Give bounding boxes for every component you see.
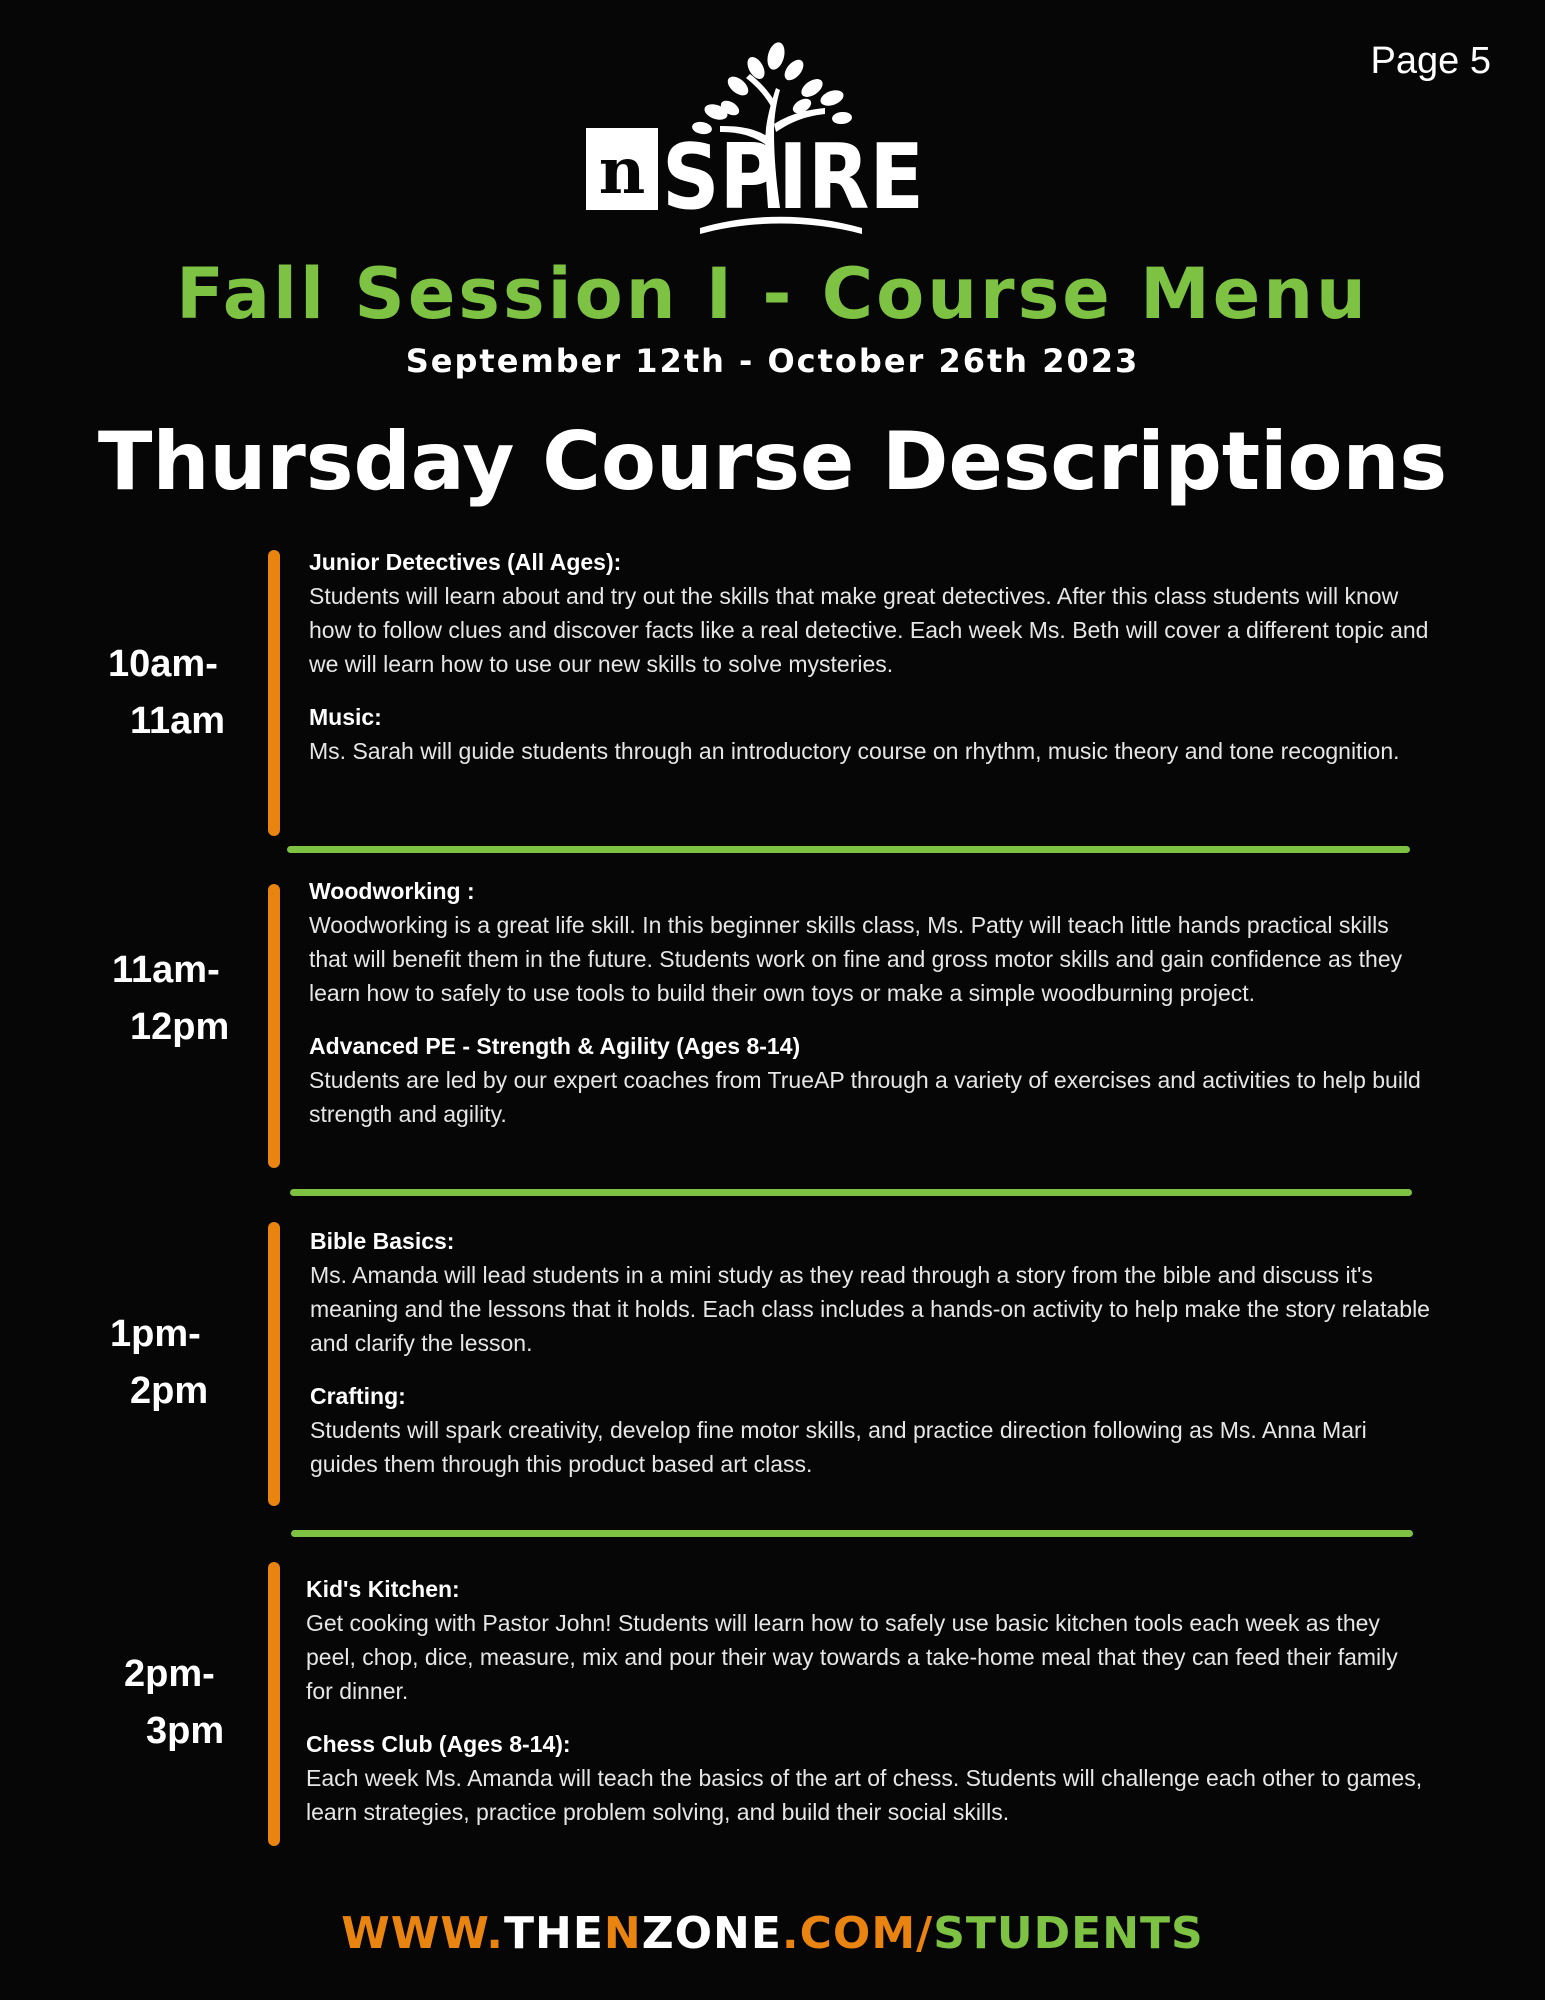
course-list bbox=[309, 875, 1429, 1151]
course-description: Woodworking is a great life skill. In this beginner skills class, Ms. Patty will teach little hands practical skills that will benefit them in the future. Students work on fine and gross motor skills and gain confidence as they learn how to safely to use tools to build their own toys or make a simple woodburning project. bbox=[309, 912, 1403, 1006]
time-label bbox=[80, 1306, 240, 1420]
course-title: Chess Club (Ages 8-14): bbox=[306, 1731, 571, 1757]
course-title: Bible Basics: bbox=[310, 1228, 455, 1254]
course-item bbox=[309, 875, 1429, 1010]
svg-text:n: n bbox=[598, 134, 646, 209]
footer-com: .COM/ bbox=[781, 1908, 934, 1959]
time-label bbox=[80, 1646, 240, 1760]
course-item bbox=[306, 1728, 1426, 1829]
footer-www: WWW. bbox=[341, 1908, 504, 1959]
time-start: 2pm- bbox=[124, 1653, 215, 1695]
time-start: 10am- bbox=[108, 643, 218, 685]
time-bar bbox=[268, 1222, 280, 1506]
footer-the: THE bbox=[503, 1908, 604, 1959]
session-dates: September 12th - October 26th 2023 bbox=[405, 342, 1140, 380]
time-end: 11am bbox=[130, 700, 226, 742]
course-title: Crafting: bbox=[310, 1383, 406, 1409]
course-list bbox=[310, 1225, 1430, 1501]
time-label bbox=[80, 636, 240, 750]
course-title: Music: bbox=[309, 704, 382, 730]
course-title: Junior Detectives (All Ages): bbox=[309, 549, 622, 575]
course-description: Ms. Amanda will lead students in a mini study as they read through a story from the bible and discuss it's meaning and the lessons that it holds. Each class includes a hands-on activity to help make the story relatable and clarify the lesson. bbox=[310, 1262, 1430, 1356]
course-description: Get cooking with Pastor John! Students will learn how to safely use basic kitchen tools each week as they peel, chop, dice, measure, mix and pour their way towards a take-home meal that they can feed their family for dinner. bbox=[306, 1610, 1398, 1704]
page-number: Page 5 bbox=[1370, 40, 1491, 82]
footer-zone: ZONE bbox=[641, 1908, 782, 1959]
course-title: Woodworking : bbox=[309, 878, 475, 904]
footer-n: N bbox=[603, 1908, 642, 1959]
time-bar bbox=[268, 1562, 280, 1846]
course-title: Kid's Kitchen: bbox=[306, 1576, 460, 1602]
course-description: Each week Ms. Amanda will teach the basics of the art of chess. Students will challenge each other to games, learn strategies, practice problem solving, and build their social skills. bbox=[306, 1765, 1423, 1825]
time-bar bbox=[268, 550, 280, 836]
time-bar bbox=[268, 884, 280, 1168]
course-item bbox=[309, 546, 1429, 681]
time-end: 2pm bbox=[130, 1370, 209, 1412]
time-start: 11am- bbox=[112, 949, 220, 991]
course-item bbox=[310, 1225, 1430, 1360]
time-label bbox=[80, 942, 240, 1056]
course-description: Ms. Sarah will guide students through an introductory course on rhythm, music theory and tone recognition. bbox=[309, 738, 1400, 764]
footer-url[interactable] bbox=[0, 1908, 1545, 1959]
course-description: Students are led by our expert coaches from TrueAP through a variety of exercises and activities to help build strength and agility. bbox=[309, 1067, 1421, 1127]
course-description: Students will spark creativity, develop fine motor skills, and practice direction following as Ms. Anna Mari guides them through this product based art class. bbox=[310, 1417, 1367, 1477]
time-end: 12pm bbox=[130, 1006, 230, 1048]
nspire-logo bbox=[580, 28, 930, 238]
section-divider bbox=[291, 1530, 1413, 1537]
course-description: Students will learn about and try out the skills that make great detectives. After this class students will know how to follow clues and discover facts like a real detective. Each week Ms. Beth will cover a different topic and we will learn how to use our new skills to solve mysteries. bbox=[309, 583, 1429, 677]
course-list bbox=[309, 546, 1429, 788]
session-title: Fall Session I - Course Menu bbox=[176, 253, 1369, 335]
course-item bbox=[309, 1030, 1429, 1131]
time-end: 3pm bbox=[146, 1710, 225, 1752]
time-start: 1pm- bbox=[110, 1313, 201, 1355]
course-item bbox=[306, 1573, 1426, 1708]
course-item bbox=[309, 701, 1429, 768]
course-item bbox=[310, 1380, 1430, 1481]
course-list bbox=[306, 1573, 1426, 1849]
footer-students: STUDENTS bbox=[933, 1908, 1204, 1959]
svg-text:SPIRE: SPIRE bbox=[662, 125, 924, 230]
section-divider bbox=[290, 1189, 1412, 1196]
course-title: Advanced PE - Strength & Agility (Ages 8-14) bbox=[309, 1033, 801, 1059]
day-title: Thursday Course Descriptions bbox=[97, 415, 1448, 508]
section-divider bbox=[287, 846, 1410, 853]
